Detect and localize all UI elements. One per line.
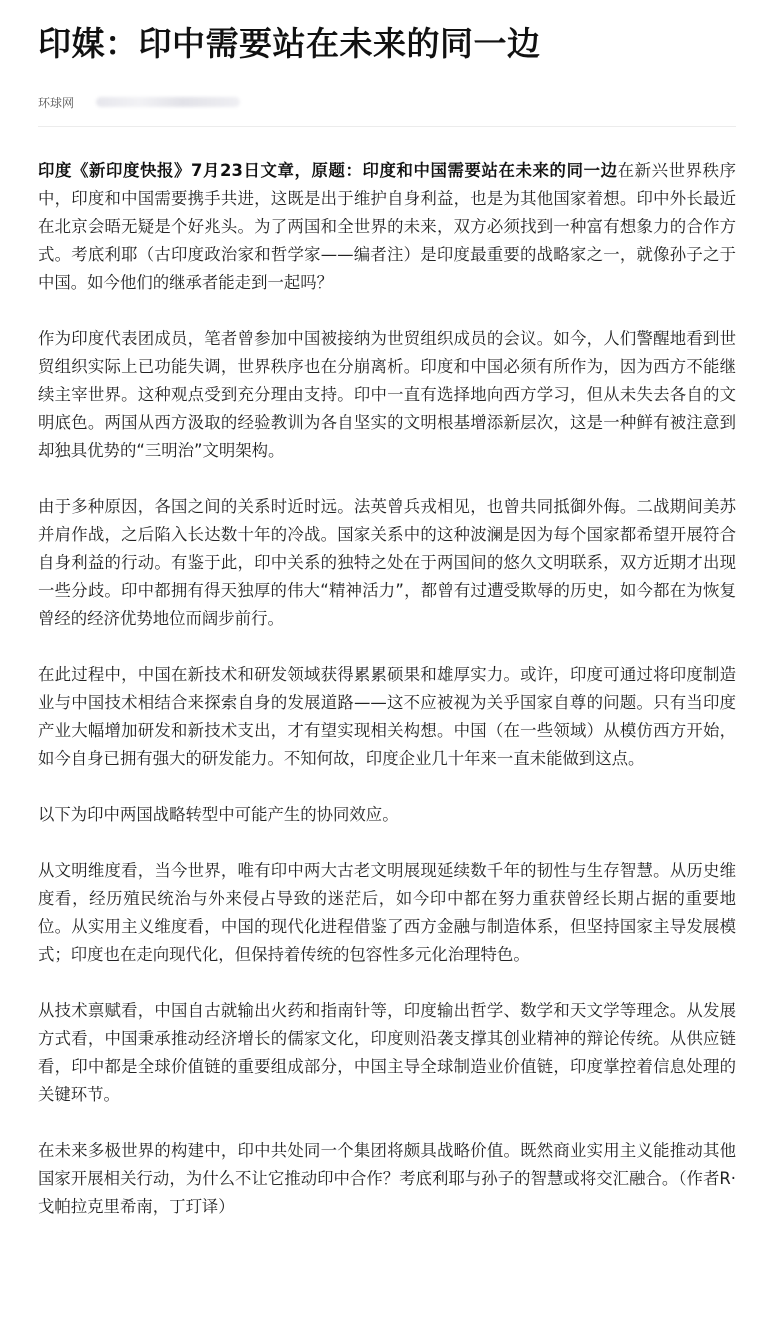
blurred-timestamp [96, 97, 240, 107]
paragraph-7: 从技术禀赋看，中国自古就输出火药和指南针等，印度输出哲学、数学和天文学等理念。从发展方式看，中国秉承推动经济增长的儒家文化，印度则沿袭支撑其创业精神的辩论传统。从供应链看，印中都是全球价值链的重要组成部分，中国主导全球制造业价值链，印度掌控着信息处理的关键环节。 [38, 1001, 736, 1104]
lead-bold-text: 印度《新印度快报》7月23日文章，原题：印度和中国需要站在未来的同一边 [38, 161, 618, 180]
paragraph-5: 以下为印中两国战略转型中可能产生的协同效应。 [38, 805, 399, 824]
paragraph-2: 作为印度代表团成员，笔者曾参加中国被接纳为世贸组织成员的会议。如今，人们警醒地看到世贸组织实际上已功能失调，世界秩序也在分崩离析。印度和中国必须有所作为，因为西方不能继续主宰世界。这种观点受到充分理由支持。印中一直有选择地向西方学习，但从未失去各自的文明底色。两国从西方汲取的经验教训为各自坚实的文明根基增添新层次，这是一种鲜有被注意到却独具优势的“三明治”文明架构。 [38, 329, 736, 460]
article-body [38, 157, 736, 1221]
paragraph-4: 在此过程中，中国在新技术和研发领域获得累累硕果和雄厚实力。或许，印度可通过将印度制造业与中国技术相结合来探索自身的发展道路——这不应被视为关乎国家自尊的问题。只有当印度产业大幅增加研发和新技术支出，才有望实现相关构想。中国（在一些领域）从模仿西方开始，如今自身已拥有强大的研发能力。不知何故，印度企业几十年来一直未能做到这点。 [38, 665, 736, 768]
article-page [38, 0, 736, 1249]
paragraph-6: 从文明维度看，当今世界，唯有印中两大古老文明展现延续数千年的韧性与生存智慧。从历史维度看，经历殖民统治与外来侵占导致的迷茫后，如今印中都在努力重获曾经长期占据的重要地位。从实用主义维度看，中国的现代化进程借鉴了西方金融与制造体系，但坚持国家主导发展模式；印度也在走向现代化，但保持着传统的包容性多元化治理特色。 [38, 861, 736, 964]
paragraph-8: 在未来多极世界的构建中，印中共处同一个集团将颇具战略价值。既然商业实用主义能推动其他国家开展相关行动，为什么不让它推动印中合作？考底利耶与孙子的智慧或将交汇融合。（作者R·戈帕拉克里希南，丁玎译） [38, 1141, 736, 1216]
paragraph-1 [38, 157, 736, 297]
article-meta [38, 92, 736, 112]
paragraph-3: 由于多种原因，各国之间的关系时近时远。法英曾兵戎相见，也曾共同抵御外侮。二战期间美苏并肩作战，之后陷入长达数十年的冷战。国家关系中的这种波澜是因为每个国家都希望开展符合自身利益的行动。有鉴于此，印中关系的独特之处在于两国间的悠久文明联系，双方近期才出现一些分歧。印中都拥有得天独厚的伟大“精神活力”，都曾有过遭受欺辱的历史，如今都在为恢复曾经的经济优势地位而阔步前行。 [38, 497, 736, 628]
source-label[interactable]: 环球网 [38, 95, 75, 110]
header-divider [38, 126, 736, 127]
paragraph-1-text: 在新兴世界秩序中，印度和中国需要携手共进，这既是出于维护自身利益，也是为其他国家着想。印中外长最近在北京会晤无疑是个好兆头。为了两国和全世界的未来，双方必须找到一种富有想象力的合作方式。考底利耶（古印度政治家和哲学家——编者注）是印度最重要的战略家之一，就像孙子之于中国。如今他们的继承者能走到一起吗？ [38, 161, 736, 292]
page-title: 印媒：印中需要站在未来的同一边 [38, 24, 541, 63]
